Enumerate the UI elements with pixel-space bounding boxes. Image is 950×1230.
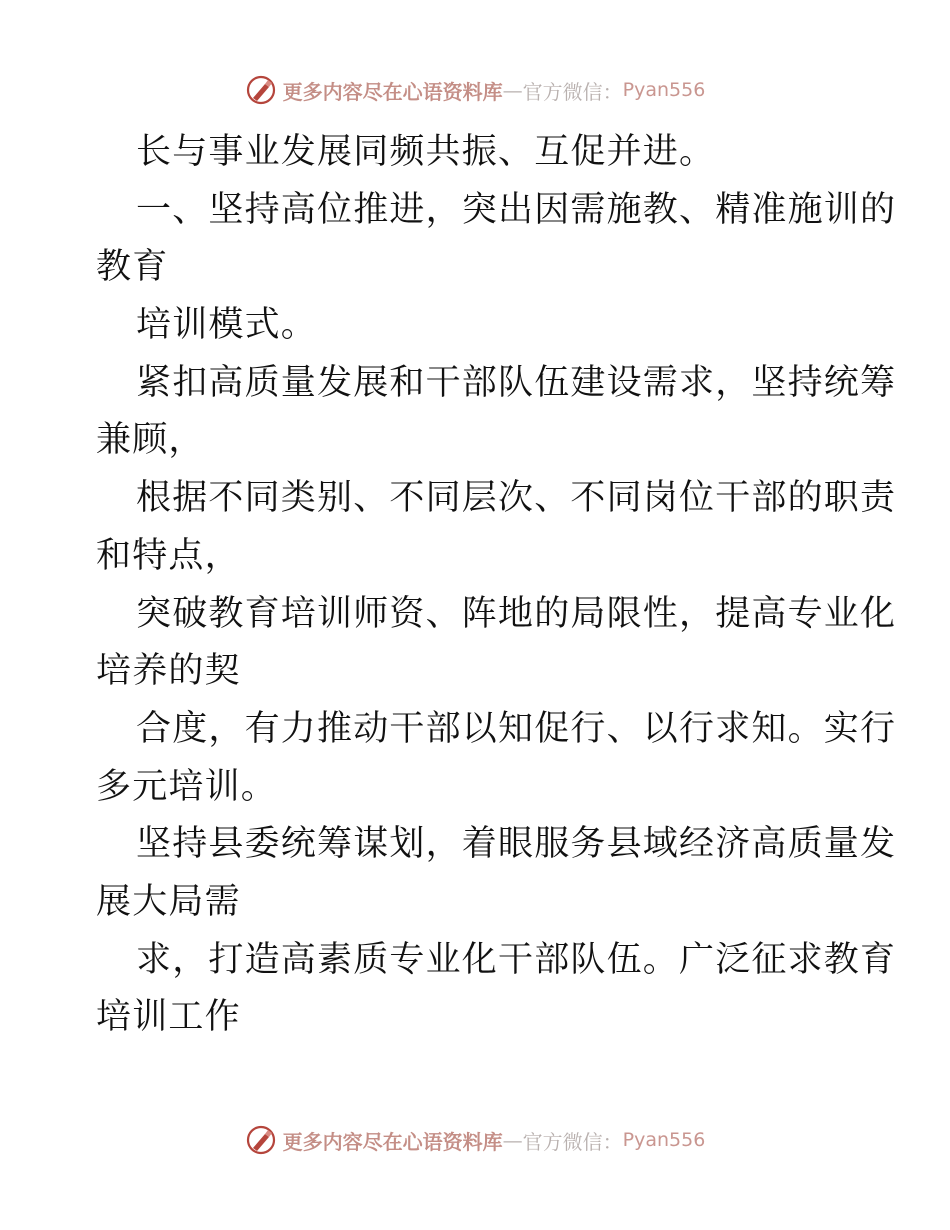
paragraph-line: 根据不同类别、不同层次、不同岗位干部的职责 — [136, 478, 897, 519]
paragraph-line: 长与事业发展同频共振、互促并进。 — [136, 132, 716, 172]
watermark-dash: — — [502, 78, 523, 102]
paragraph-line: 求，打造高素质专业化干部队伍。广泛征求教育 — [136, 939, 897, 980]
watermark-prefix: 更多内容尽在心语资料库 — [282, 1129, 503, 1154]
watermark-id: Pyan556 — [622, 1129, 706, 1151]
footer-watermark — [0, 1120, 950, 1160]
watermark-dash: — — [502, 1128, 523, 1152]
paragraph-line: 一、坚持高位推进，突出因需施教、精准施训的 — [136, 189, 897, 230]
document-body — [96, 124, 897, 1047]
header-watermark — [0, 70, 950, 110]
paragraph-line: 坚持县委统筹谋划，着眼服务县域经济高质量发 — [136, 824, 897, 865]
paragraph-line: 多元培训。 — [96, 766, 278, 807]
paragraph-line: 合度，有力推动干部以知促行、以行求知。实行 — [136, 708, 897, 749]
paragraph-line: 兼顾， — [96, 420, 205, 461]
paragraph-line: 培训模式。 — [136, 305, 318, 346]
paragraph-line: 展大局需 — [96, 881, 241, 922]
paragraph-line: 培养的契 — [96, 651, 241, 692]
pen-logo-icon — [245, 1124, 277, 1156]
paragraph-line: 和特点， — [96, 535, 241, 576]
paragraph-line: 培训工作 — [96, 997, 241, 1038]
watermark-id: Pyan556 — [622, 79, 706, 101]
watermark-label: 官方微信： — [522, 79, 623, 104]
watermark-prefix: 更多内容尽在心语资料库 — [282, 79, 503, 104]
watermark-label: 官方微信： — [522, 1129, 623, 1154]
pen-logo-icon — [245, 74, 277, 106]
paragraph-line: 教育 — [96, 247, 169, 288]
paragraph-line: 突破教育培训师资、阵地的局限性，提高专业化 — [136, 593, 897, 634]
paragraph-line: 紧扣高质量发展和干部队伍建设需求，坚持统筹 — [136, 362, 897, 403]
